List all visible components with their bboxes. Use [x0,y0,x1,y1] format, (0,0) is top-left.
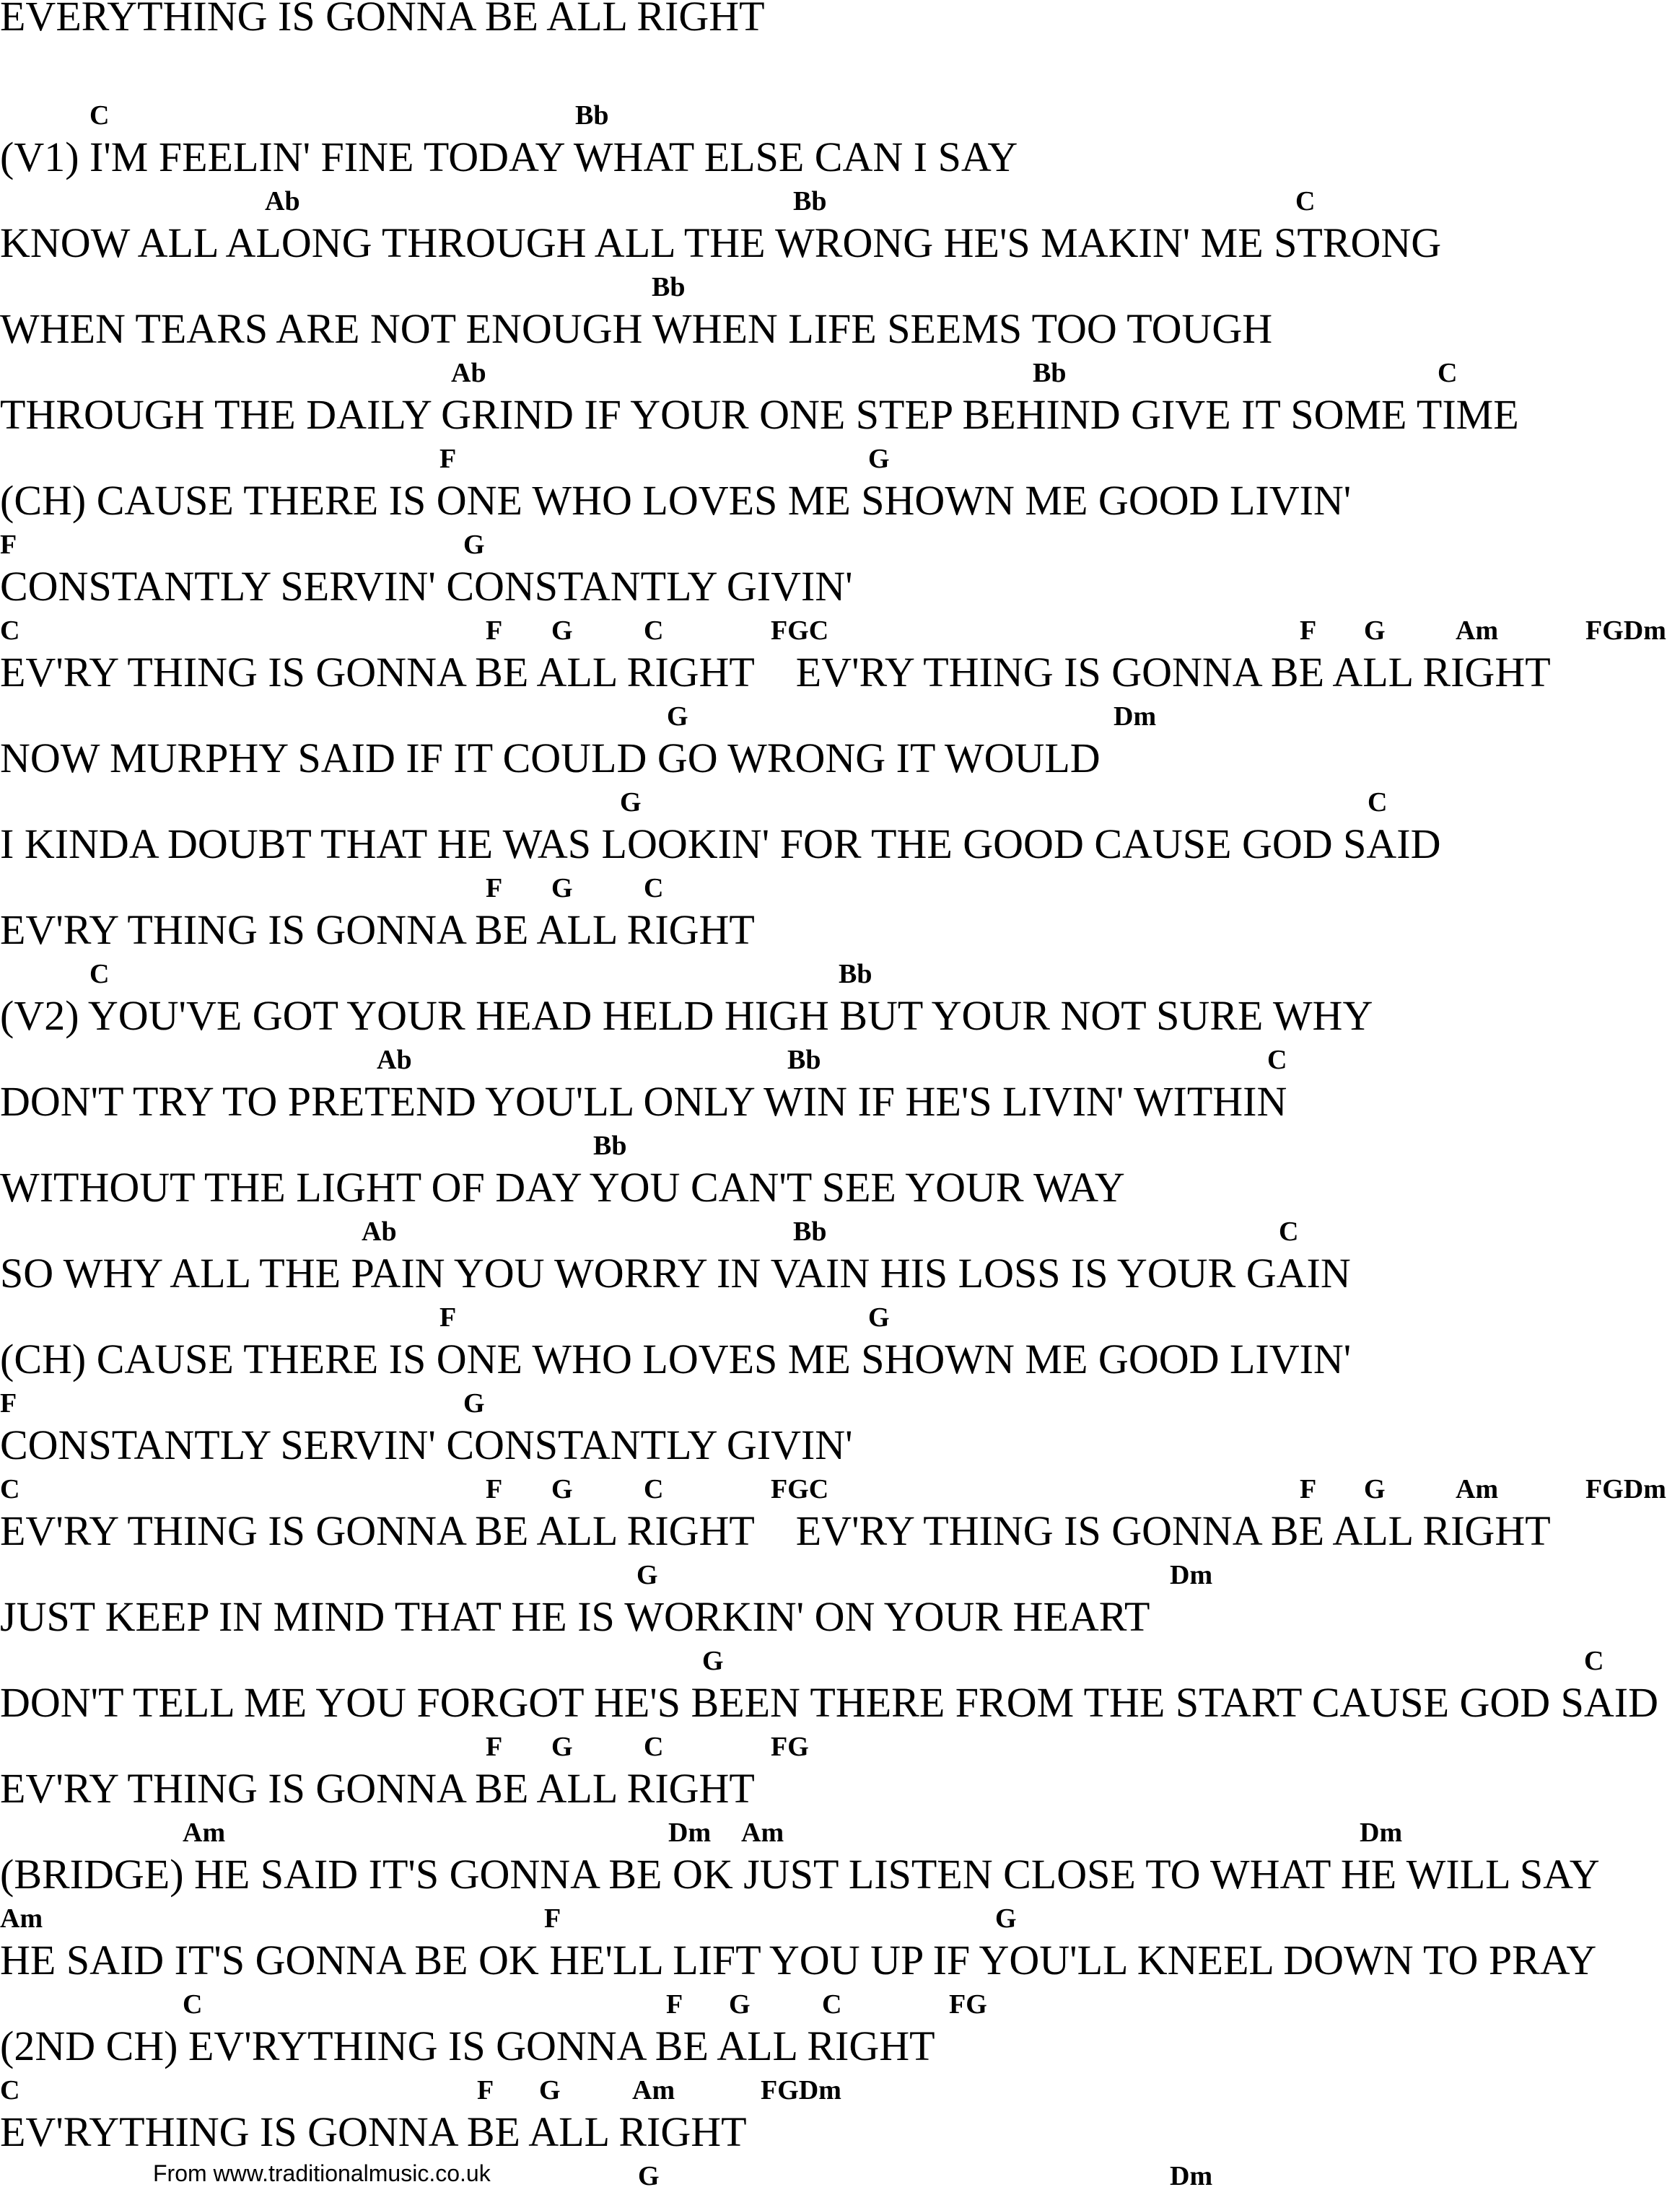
lyric-line: SO WHY ALL THE PAIN YOU WORRY IN VAIN HIS LOSS IS YOUR GAIN [0,1250,1351,1297]
lyric-line: (2ND CH) EV'RYTHING IS GONNA BE ALL RIGHT [0,2022,935,2069]
chord-label: G [1364,1474,1386,1504]
chord-label: C [644,615,664,646]
lyric-line: NOW MURPHY SAID IF IT COULD GO WRONG IT WOULD [0,735,1101,781]
lyric-line: CONSTANTLY SERVIN' CONSTANTLY GIVIN' [0,1421,853,1468]
lyric-line: (V1) I'M FEELIN' FINE TODAY WHAT ELSE CAN I SAY [0,133,1018,180]
chord-label: FG [771,1732,809,1762]
lyric-line: I KINDA DOUBT THAT HE WAS LOOKIN' FOR THE GOOD CAUSE GOD SAID [0,820,1441,867]
chord-label: C [89,100,110,131]
chord-label: F [666,1989,683,2020]
chord-label: G [620,787,642,818]
chord-label: F [1300,1474,1317,1504]
chord-label: C [644,1474,664,1504]
chord-label: G [868,444,890,474]
lyric-line: EV'RYTHING IS GONNA BE ALL RIGHT [0,2108,747,2155]
source-credit: From www.traditionalmusic.co.uk [153,2160,491,2186]
chord-label: Am [1456,1474,1499,1504]
chord-label: FGC [771,1474,829,1504]
chord-label: Bb [787,1045,821,1075]
chord-label: C [0,615,20,646]
chord-label: F [0,530,17,560]
lyric-line: CONSTANTLY SERVIN' CONSTANTLY GIVIN' [0,563,853,610]
chord-label: G [729,1989,751,2020]
chord-label: C [89,959,110,989]
chord-label: F [1300,615,1317,646]
chord-label: C [1267,1045,1287,1075]
chord-label: G [551,1474,573,1504]
chord-label: Dm [1360,1818,1403,1848]
chord-label: Bb [593,1131,627,1161]
lyric-line: KNOW ALL ALONG THROUGH ALL THE WRONG HE'S MAKIN' ME STRONG [0,219,1442,266]
chord-label: FGDm [1585,615,1666,646]
chord-label: G [463,1388,485,1419]
chord-label: Ab [451,358,486,388]
chord-label: F [486,615,503,646]
chord-label: C [1295,186,1316,216]
chord-label: Dm [668,1818,712,1848]
chord-label: Bb [793,186,827,216]
song-title: EVERYTHING IS GONNA BE ALL RIGHT [0,0,765,40]
lyric-line: DON'T TELL ME YOU FORGOT HE'S BEEN THERE FROM THE START CAUSE GOD SAID [0,1679,1658,1726]
chord-label: F [439,444,457,474]
chord-label: F [486,873,503,903]
chord-label: G [868,1302,890,1333]
chord-label: Ab [377,1045,412,1075]
chord-label: Bb [575,100,609,131]
chord-label: F [544,1903,561,1934]
chord-label: FG [949,1989,987,2020]
lyric-line: (CH) CAUSE THERE IS ONE WHO LOVES ME SHOWN ME GOOD LIVIN' [0,1336,1352,1382]
chord-label: Bb [839,959,872,989]
lyric-line: (CH) CAUSE THERE IS ONE WHO LOVES ME SHOWN ME GOOD LIVIN' [0,477,1352,524]
lyric-line: HE SAID IT'S GONNA BE OK HE'LL LIFT YOU UP IF YOU'LL KNEEL DOWN TO PRAY [0,1937,1597,1984]
chord-label: G [1364,615,1386,646]
chord-label: Am [741,1818,784,1848]
chord-label: F [439,1302,457,1333]
lyric-line: EV'RY THING IS GONNA BE ALL RIGHT [0,1765,755,1812]
chord-label: Am [183,1818,226,1848]
chord-label: G [551,873,573,903]
chord-label: G [463,530,485,560]
chord-label: G [702,1646,724,1676]
lyric-line: JUST KEEP IN MIND THAT HE IS WORKIN' ON YOUR HEART [0,1593,1150,1640]
chord-label: G [539,2075,561,2105]
lyric-line: EV'RY THING IS GONNA BE ALL RIGHT EV'RY THING IS GONNA BE ALL RIGHT [0,1507,1551,1554]
chord-label: G [638,2161,660,2187]
chord-label: FGC [771,615,829,646]
chord-label: G [551,1732,573,1762]
chord-label: G [551,615,573,646]
lyric-line: EV'RY THING IS GONNA BE ALL RIGHT EV'RY THING IS GONNA BE ALL RIGHT [0,649,1551,696]
chord-label: C [1584,1646,1604,1676]
chord-label: Bb [652,272,686,302]
chord-label: F [486,1474,503,1504]
chord-label: C [644,873,664,903]
chord-label: Bb [1033,358,1067,388]
chord-label: Dm [1114,701,1157,732]
chord-label: FGDm [1585,1474,1666,1504]
chord-label: C [1279,1217,1299,1247]
chord-label: Ab [265,186,300,216]
chord-label: G [636,1560,658,1590]
chord-label: F [486,1732,503,1762]
chord-label: Am [1456,615,1499,646]
chord-label: Dm [1170,1560,1213,1590]
chord-label: G [667,701,688,732]
chord-label: Dm [1170,2161,1213,2187]
chord-label: C [1368,787,1388,818]
chord-label: Am [632,2075,675,2105]
lyric-line: DON'T TRY TO PRETEND YOU'LL ONLY WIN IF HE'S LIVIN' WITHIN [0,1078,1287,1125]
lyric-line: (BRIDGE) HE SAID IT'S GONNA BE OK JUST LISTEN CLOSE TO WHAT HE WILL SAY [0,1851,1600,1898]
chord-label: Bb [793,1217,827,1247]
lyric-line: WITHOUT THE LIGHT OF DAY YOU CAN'T SEE YOUR WAY [0,1164,1125,1211]
chord-label: FGDm [761,2075,841,2105]
chord-label: C [183,1989,203,2020]
lyric-line: EV'RY THING IS GONNA BE ALL RIGHT [0,906,755,953]
chord-label: F [0,1388,17,1419]
chord-label: C [0,1474,20,1504]
lyric-line: WHEN TEARS ARE NOT ENOUGH WHEN LIFE SEEMS TOO TOUGH [0,305,1273,352]
chord-label: C [1438,358,1458,388]
chord-label: Am [0,1903,43,1934]
lyric-line: (V2) YOU'VE GOT YOUR HEAD HELD HIGH BUT YOUR NOT SURE WHY [0,992,1373,1039]
chord-label: Ab [362,1217,397,1247]
chord-label: C [0,2075,20,2105]
chord-label: C [822,1989,842,2020]
chord-label: F [477,2075,494,2105]
lyric-line: THROUGH THE DAILY GRIND IF YOUR ONE STEP BEHIND GIVE IT SOME TIME [0,391,1519,438]
chord-label: C [644,1732,664,1762]
chord-label: G [995,1903,1017,1934]
